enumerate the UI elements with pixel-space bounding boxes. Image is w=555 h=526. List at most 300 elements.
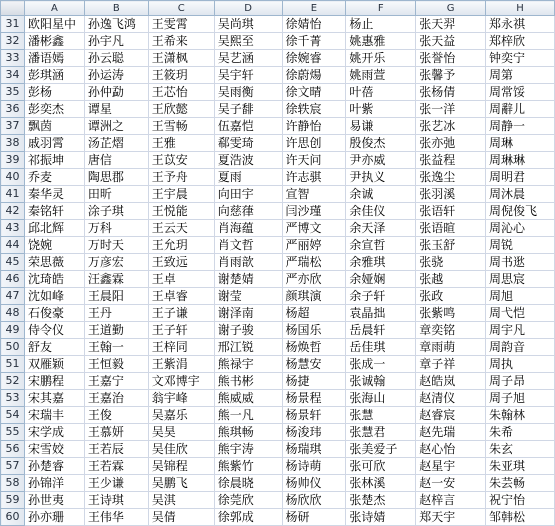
cell-b49[interactable]: 王道勤 (84, 322, 148, 339)
row-header[interactable]: 52 (1, 373, 25, 390)
cell-d56[interactable]: 熊宇涛 (214, 441, 282, 458)
cell-e40[interactable]: 许志骐 (282, 169, 346, 186)
cell-e50[interactable]: 杨焕哲 (282, 339, 346, 356)
cell-d60[interactable]: 徐郭成 (214, 509, 282, 526)
row-header[interactable]: 31 (1, 16, 25, 33)
cell-f41[interactable]: 余诚 (346, 186, 416, 203)
cell-e48[interactable]: 杨超 (282, 305, 346, 322)
cell-e34[interactable]: 徐蔚煬 (282, 67, 346, 84)
cell-d55[interactable]: 熊琪畅 (214, 424, 282, 441)
select-all-corner[interactable] (1, 1, 25, 16)
cell-d45[interactable]: 肖雨歆 (214, 254, 282, 271)
table-row (1, 67, 555, 84)
cell-h34[interactable]: 周第 (486, 67, 555, 84)
cell-g57[interactable]: 赵星宇 (416, 458, 486, 475)
column-header-e[interactable]: E (282, 1, 346, 16)
cell-e35[interactable]: 徐文晴 (282, 84, 346, 101)
row-header[interactable]: 56 (1, 441, 25, 458)
cell-h44[interactable]: 周锐 (486, 237, 555, 254)
cell-d48[interactable]: 谢泽南 (214, 305, 282, 322)
cell-h53[interactable]: 周子旭 (486, 390, 555, 407)
cell-g43[interactable]: 张语暄 (416, 220, 486, 237)
row-header[interactable]: 40 (1, 169, 25, 186)
cell-c60[interactable]: 吴倩 (148, 509, 214, 526)
cell-a32[interactable]: 潘彬鑫 (24, 33, 84, 50)
cell-a47[interactable]: 沈如峰 (24, 288, 84, 305)
column-header-d[interactable]: D (214, 1, 282, 16)
cell-h47[interactable]: 周旭 (486, 288, 555, 305)
cell-f31[interactable]: 杨止 (346, 16, 416, 33)
cell-g37[interactable]: 张艺冰 (416, 118, 486, 135)
table-row (1, 220, 555, 237)
cell-f49[interactable]: 岳晨轩 (346, 322, 416, 339)
cell-a48[interactable]: 石俊豪 (24, 305, 84, 322)
cell-e37[interactable]: 许静怡 (282, 118, 346, 135)
cell-a40[interactable]: 乔麦 (24, 169, 84, 186)
cell-h57[interactable]: 朱亚琪 (486, 458, 555, 475)
cell-d53[interactable]: 熊威威 (214, 390, 282, 407)
cell-g54[interactable]: 赵睿宸 (416, 407, 486, 424)
cell-a44[interactable]: 饶婉 (24, 237, 84, 254)
cell-d39[interactable]: 夏浩波 (214, 152, 282, 169)
table-row (1, 407, 555, 424)
cell-d38[interactable]: 郗雯琦 (214, 135, 282, 152)
cell-g32[interactable]: 张天益 (416, 33, 486, 50)
cell-c54[interactable]: 吴嘉乐 (148, 407, 214, 424)
cell-g53[interactable]: 赵清仪 (416, 390, 486, 407)
cell-a33[interactable]: 潘语嫣 (24, 50, 84, 67)
cell-a37[interactable]: 飘茵 (24, 118, 84, 135)
cell-f47[interactable]: 余子轩 (346, 288, 416, 305)
cell-b56[interactable]: 王若辰 (84, 441, 148, 458)
cell-c43[interactable]: 王云天 (148, 220, 214, 237)
cell-b48[interactable]: 王丹 (84, 305, 148, 322)
cell-b59[interactable]: 王诗琪 (84, 492, 148, 509)
cell-a50[interactable]: 舒友 (24, 339, 84, 356)
cell-b54[interactable]: 王俊 (84, 407, 148, 424)
cell-d42[interactable]: 向慈葎 (214, 203, 282, 220)
table-row (1, 322, 555, 339)
cell-f40[interactable]: 尹执义 (346, 169, 416, 186)
table-row (1, 492, 555, 509)
table-row (1, 424, 555, 441)
table-row (1, 254, 555, 271)
cell-b32[interactable]: 孙宇凡 (84, 33, 148, 50)
column-header-c[interactable]: C (148, 1, 214, 16)
cell-c37[interactable]: 王雪畅 (148, 118, 214, 135)
cell-b44[interactable]: 万时天 (84, 237, 148, 254)
cell-f42[interactable]: 余佳仪 (346, 203, 416, 220)
row-header[interactable]: 33 (1, 50, 25, 67)
cell-b47[interactable]: 王晨阳 (84, 288, 148, 305)
cell-e56[interactable]: 杨瑞琪 (282, 441, 346, 458)
cell-f34[interactable]: 姚雨萱 (346, 67, 416, 84)
cell-h32[interactable]: 郑梓欣 (486, 33, 555, 50)
cell-e51[interactable]: 杨慧安 (282, 356, 346, 373)
cell-h49[interactable]: 周宇凡 (486, 322, 555, 339)
cell-d51[interactable]: 熊禄宇 (214, 356, 282, 373)
cell-f36[interactable]: 叶紫 (346, 101, 416, 118)
cell-c41[interactable]: 王宇晨 (148, 186, 214, 203)
cell-f52[interactable]: 张诚翰 (346, 373, 416, 390)
cell-b34[interactable]: 孙运涛 (84, 67, 148, 84)
cell-c48[interactable]: 王子谦 (148, 305, 214, 322)
cell-c35[interactable]: 王芯怡 (148, 84, 214, 101)
cell-f48[interactable]: 袁晶拙 (346, 305, 416, 322)
table-row (1, 16, 555, 33)
cell-g48[interactable]: 张紫鸣 (416, 305, 486, 322)
cell-e47[interactable]: 颜琪演 (282, 288, 346, 305)
cell-g39[interactable]: 张益程 (416, 152, 486, 169)
cell-g50[interactable]: 章雨萌 (416, 339, 486, 356)
cell-a54[interactable]: 宋瑞丰 (24, 407, 84, 424)
cell-a36[interactable]: 彭奕杰 (24, 101, 84, 118)
cell-b37[interactable]: 谭洲之 (84, 118, 148, 135)
cell-h55[interactable]: 朱希 (486, 424, 555, 441)
cell-f43[interactable]: 余天泽 (346, 220, 416, 237)
cell-a51[interactable]: 双雁颖 (24, 356, 84, 373)
cell-f45[interactable]: 余雅琪 (346, 254, 416, 271)
row-header[interactable]: 51 (1, 356, 25, 373)
cell-e52[interactable]: 杨捷 (282, 373, 346, 390)
cell-a58[interactable]: 孙锦洋 (24, 475, 84, 492)
cell-g47[interactable]: 张政 (416, 288, 486, 305)
cell-e41[interactable]: 宣智 (282, 186, 346, 203)
cell-g56[interactable]: 赵心怡 (416, 441, 486, 458)
cell-e42[interactable]: 闫沙瑾 (282, 203, 346, 220)
cell-a31[interactable]: 欧阳星中 (24, 16, 84, 33)
cell-g40[interactable]: 张逸尘 (416, 169, 486, 186)
cell-f53[interactable]: 张海山 (346, 390, 416, 407)
cell-h46[interactable]: 周思宸 (486, 271, 555, 288)
cell-c53[interactable]: 翁宇峰 (148, 390, 214, 407)
row-header[interactable]: 59 (1, 492, 25, 509)
cell-g33[interactable]: 张誉怡 (416, 50, 486, 67)
cell-d57[interactable]: 熊紫竹 (214, 458, 282, 475)
cell-f59[interactable]: 张楚杰 (346, 492, 416, 509)
cell-f44[interactable]: 余宣哲 (346, 237, 416, 254)
cell-b60[interactable]: 王伟华 (84, 509, 148, 526)
cell-a41[interactable]: 秦华灵 (24, 186, 84, 203)
cell-d41[interactable]: 向田宇 (214, 186, 282, 203)
cell-e38[interactable]: 许思创 (282, 135, 346, 152)
cell-f50[interactable]: 岳佳琪 (346, 339, 416, 356)
cell-h58[interactable]: 朱芸畅 (486, 475, 555, 492)
cell-d47[interactable]: 谢莹 (214, 288, 282, 305)
cell-c56[interactable]: 吴佳欣 (148, 441, 214, 458)
cell-c46[interactable]: 王卓 (148, 271, 214, 288)
cell-d54[interactable]: 熊一凡 (214, 407, 282, 424)
table-row (1, 271, 555, 288)
cell-e31[interactable]: 徐婧怡 (282, 16, 346, 33)
cell-h42[interactable]: 周倪俊飞 (486, 203, 555, 220)
cell-h51[interactable]: 周执 (486, 356, 555, 373)
cell-g41[interactable]: 张羽溪 (416, 186, 486, 203)
table-row (1, 237, 555, 254)
cell-g60[interactable]: 郑天宇 (416, 509, 486, 526)
table-row (1, 101, 555, 118)
cell-a56[interactable]: 宋雪姣 (24, 441, 84, 458)
cell-b42[interactable]: 涂子琪 (84, 203, 148, 220)
table-row (1, 152, 555, 169)
cell-b51[interactable]: 王恒毅 (84, 356, 148, 373)
cell-d49[interactable]: 谢子骏 (214, 322, 282, 339)
cell-b33[interactable]: 孙云聪 (84, 50, 148, 67)
cell-g59[interactable]: 赵梓言 (416, 492, 486, 509)
column-header-b[interactable]: B (84, 1, 148, 16)
cell-c50[interactable]: 王梓同 (148, 339, 214, 356)
cell-b58[interactable]: 王少谦 (84, 475, 148, 492)
cell-g31[interactable]: 张天羿 (416, 16, 486, 33)
cell-h52[interactable]: 周子昂 (486, 373, 555, 390)
cell-f38[interactable]: 殷俊杰 (346, 135, 416, 152)
cell-b45[interactable]: 万彦宏 (84, 254, 148, 271)
cell-g45[interactable]: 张骁 (416, 254, 486, 271)
cell-f39[interactable]: 尹亦威 (346, 152, 416, 169)
cell-g52[interactable]: 赵皓岚 (416, 373, 486, 390)
cell-e54[interactable]: 杨景轩 (282, 407, 346, 424)
cell-a57[interactable]: 孙楚睿 (24, 458, 84, 475)
cell-a55[interactable]: 宋学成 (24, 424, 84, 441)
cell-d33[interactable]: 吴艺涵 (214, 50, 282, 67)
cell-c38[interactable]: 王雅 (148, 135, 214, 152)
cell-h56[interactable]: 朱玄 (486, 441, 555, 458)
cell-a45[interactable]: 荣思薇 (24, 254, 84, 271)
cell-b38[interactable]: 汤芷熠 (84, 135, 148, 152)
cell-a52[interactable]: 宋鹏程 (24, 373, 84, 390)
cell-h35[interactable]: 周常馁 (486, 84, 555, 101)
cell-f57[interactable]: 张可欣 (346, 458, 416, 475)
cell-g58[interactable]: 赵一安 (416, 475, 486, 492)
cell-c31[interactable]: 王雯霄 (148, 16, 214, 33)
cell-e44[interactable]: 严丽婷 (282, 237, 346, 254)
row-header[interactable]: 49 (1, 322, 25, 339)
cell-h43[interactable]: 周沁心 (486, 220, 555, 237)
row-header[interactable]: 43 (1, 220, 25, 237)
cell-d46[interactable]: 谢楚婧 (214, 271, 282, 288)
cell-h37[interactable]: 周静一 (486, 118, 555, 135)
column-header-g[interactable]: G (416, 1, 486, 16)
row-header[interactable]: 45 (1, 254, 25, 271)
cell-h41[interactable]: 周沐晨 (486, 186, 555, 203)
cell-h36[interactable]: 周辭儿 (486, 101, 555, 118)
row-header[interactable]: 54 (1, 407, 25, 424)
cell-c36[interactable]: 王欣懿 (148, 101, 214, 118)
cell-a42[interactable]: 秦铭轩 (24, 203, 84, 220)
cell-b41[interactable]: 田昕 (84, 186, 148, 203)
cell-d59[interactable]: 徐莞欣 (214, 492, 282, 509)
row-header[interactable]: 55 (1, 424, 25, 441)
row-header[interactable]: 41 (1, 186, 25, 203)
cell-e45[interactable]: 严瑞松 (282, 254, 346, 271)
cell-c45[interactable]: 王致远 (148, 254, 214, 271)
cell-b36[interactable]: 谭星 (84, 101, 148, 118)
cell-h31[interactable]: 郑永祺 (486, 16, 555, 33)
cell-c58[interactable]: 吴鹏飞 (148, 475, 214, 492)
cell-b40[interactable]: 陶思郡 (84, 169, 148, 186)
row-header[interactable]: 47 (1, 288, 25, 305)
row-header[interactable]: 46 (1, 271, 25, 288)
cell-d32[interactable]: 吴熙至 (214, 33, 282, 50)
cell-f35[interactable]: 叶蓓 (346, 84, 416, 101)
cell-d40[interactable]: 夏雨 (214, 169, 282, 186)
cell-c55[interactable]: 吴昊 (148, 424, 214, 441)
cell-a59[interactable]: 孙世夷 (24, 492, 84, 509)
cell-d34[interactable]: 吴宇轩 (214, 67, 282, 84)
row-header[interactable]: 44 (1, 237, 25, 254)
cell-c34[interactable]: 王筱玥 (148, 67, 214, 84)
cell-b35[interactable]: 孙仲勐 (84, 84, 148, 101)
cell-g46[interactable]: 张越 (416, 271, 486, 288)
row-header[interactable]: 37 (1, 118, 25, 135)
cell-e59[interactable]: 杨欣欣 (282, 492, 346, 509)
row-header[interactable]: 39 (1, 152, 25, 169)
row-header[interactable]: 60 (1, 509, 25, 526)
cell-b50[interactable]: 王翰一 (84, 339, 148, 356)
cell-g55[interactable]: 赵先瑞 (416, 424, 486, 441)
cell-d52[interactable]: 熊书彬 (214, 373, 282, 390)
table-row (1, 356, 555, 373)
cell-b31[interactable]: 孙逸飞鸿 (84, 16, 148, 33)
row-header[interactable]: 57 (1, 458, 25, 475)
cell-e57[interactable]: 杨诗萌 (282, 458, 346, 475)
column-header-f[interactable]: F (346, 1, 416, 16)
cell-f37[interactable]: 易谦 (346, 118, 416, 135)
cell-a46[interactable]: 沈琦皓 (24, 271, 84, 288)
cell-f56[interactable]: 张美爱子 (346, 441, 416, 458)
cell-f46[interactable]: 余娅娴 (346, 271, 416, 288)
cell-d50[interactable]: 邢江锐 (214, 339, 282, 356)
cell-a60[interactable]: 孙亦珊 (24, 509, 84, 526)
cell-f55[interactable]: 张慧君 (346, 424, 416, 441)
cell-h48[interactable]: 周弋恺 (486, 305, 555, 322)
table-row (1, 288, 555, 305)
cell-h59[interactable]: 祝宁怡 (486, 492, 555, 509)
cell-h60[interactable]: 邹韩松 (486, 509, 555, 526)
row-header[interactable]: 48 (1, 305, 25, 322)
column-header-a[interactable]: A (24, 1, 84, 16)
cell-c42[interactable]: 王悦能 (148, 203, 214, 220)
cell-a38[interactable]: 戚羽霄 (24, 135, 84, 152)
cell-d36[interactable]: 吴子馡 (214, 101, 282, 118)
cell-b53[interactable]: 王嘉治 (84, 390, 148, 407)
cell-h45[interactable]: 周书逖 (486, 254, 555, 271)
cell-b52[interactable]: 王嘉宁 (84, 373, 148, 390)
cell-f54[interactable]: 张慧 (346, 407, 416, 424)
cell-g34[interactable]: 张馨予 (416, 67, 486, 84)
cell-g35[interactable]: 张杨倩 (416, 84, 486, 101)
cell-c51[interactable]: 王紫涓 (148, 356, 214, 373)
cell-h39[interactable]: 周琳琳 (486, 152, 555, 169)
cell-e43[interactable]: 严博文 (282, 220, 346, 237)
cell-g42[interactable]: 张语轩 (416, 203, 486, 220)
table-row (1, 305, 555, 322)
table-row (1, 118, 555, 135)
cell-e58[interactable]: 杨帅仪 (282, 475, 346, 492)
cell-a39[interactable]: 祁振坤 (24, 152, 84, 169)
cell-g36[interactable]: 张一洋 (416, 101, 486, 118)
cell-e46[interactable]: 严亦欣 (282, 271, 346, 288)
cell-c33[interactable]: 王潇枫 (148, 50, 214, 67)
cell-c32[interactable]: 王希来 (148, 33, 214, 50)
column-header-row (1, 1, 555, 16)
cell-g51[interactable]: 章子祥 (416, 356, 486, 373)
cell-f32[interactable]: 姚惠雅 (346, 33, 416, 50)
cell-f58[interactable]: 张林溪 (346, 475, 416, 492)
cell-a49[interactable]: 侍令仪 (24, 322, 84, 339)
table-row (1, 186, 555, 203)
column-header-h[interactable]: H (486, 1, 555, 16)
cell-c52[interactable]: 文邓博宇 (148, 373, 214, 390)
cell-e49[interactable]: 杨国乐 (282, 322, 346, 339)
cell-h33[interactable]: 钟奕宁 (486, 50, 555, 67)
cell-f60[interactable]: 张诗婧 (346, 509, 416, 526)
row-header[interactable]: 58 (1, 475, 25, 492)
cell-b46[interactable]: 汪鑫霖 (84, 271, 148, 288)
cell-c44[interactable]: 王允玥 (148, 237, 214, 254)
row-header[interactable]: 50 (1, 339, 25, 356)
cell-g38[interactable]: 张亦弛 (416, 135, 486, 152)
table-row (1, 475, 555, 492)
cell-e32[interactable]: 徐千菁 (282, 33, 346, 50)
cell-b57[interactable]: 王若霖 (84, 458, 148, 475)
cell-a34[interactable]: 彭琪涵 (24, 67, 84, 84)
cell-b39[interactable]: 唐信 (84, 152, 148, 169)
cell-d31[interactable]: 吴尚琪 (214, 16, 282, 33)
table-row (1, 169, 555, 186)
cell-d43[interactable]: 肖海蕴 (214, 220, 282, 237)
table-row (1, 203, 555, 220)
cell-d35[interactable]: 吴雨衡 (214, 84, 282, 101)
cell-b43[interactable]: 万科 (84, 220, 148, 237)
cell-e36[interactable]: 徐轶宸 (282, 101, 346, 118)
cell-h40[interactable]: 周明君 (486, 169, 555, 186)
cell-e55[interactable]: 杨浚玮 (282, 424, 346, 441)
row-header[interactable]: 32 (1, 33, 25, 50)
cell-h50[interactable]: 周韵音 (486, 339, 555, 356)
row-header[interactable]: 38 (1, 135, 25, 152)
cell-c59[interactable]: 吴淇 (148, 492, 214, 509)
row-header[interactable]: 34 (1, 67, 25, 84)
cell-a43[interactable]: 邱北辉 (24, 220, 84, 237)
cell-a35[interactable]: 彭杨 (24, 84, 84, 101)
cell-f51[interactable]: 张成一 (346, 356, 416, 373)
row-header[interactable]: 42 (1, 203, 25, 220)
cell-b55[interactable]: 王慕妍 (84, 424, 148, 441)
cell-e53[interactable]: 杨景程 (282, 390, 346, 407)
row-header[interactable]: 35 (1, 84, 25, 101)
cell-c57[interactable]: 吴锦程 (148, 458, 214, 475)
cell-a53[interactable]: 宋其嘉 (24, 390, 84, 407)
cell-c47[interactable]: 王卓睿 (148, 288, 214, 305)
row-header[interactable]: 36 (1, 101, 25, 118)
cell-e33[interactable]: 徐婉睿 (282, 50, 346, 67)
cell-d58[interactable]: 徐晨晓 (214, 475, 282, 492)
cell-e39[interactable]: 许天问 (282, 152, 346, 169)
cell-h38[interactable]: 周琳 (486, 135, 555, 152)
cell-c49[interactable]: 王子轩 (148, 322, 214, 339)
cell-c40[interactable]: 王予舟 (148, 169, 214, 186)
cell-h54[interactable]: 朱翰林 (486, 407, 555, 424)
cell-g49[interactable]: 章奕铭 (416, 322, 486, 339)
cell-d37[interactable]: 伍嘉恺 (214, 118, 282, 135)
cell-g44[interactable]: 张玉舒 (416, 237, 486, 254)
cell-c39[interactable]: 王苡安 (148, 152, 214, 169)
row-header[interactable]: 53 (1, 390, 25, 407)
cell-f33[interactable]: 姚开乐 (346, 50, 416, 67)
cell-d44[interactable]: 肖文哲 (214, 237, 282, 254)
cell-e60[interactable]: 杨研 (282, 509, 346, 526)
